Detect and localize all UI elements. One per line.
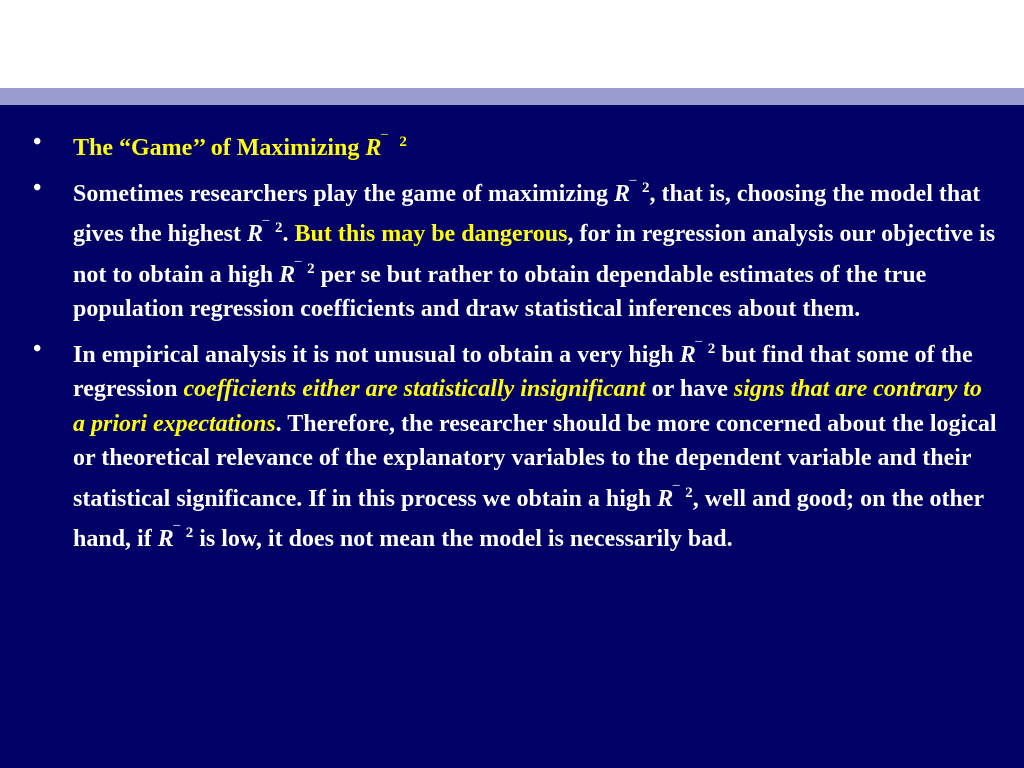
bullet-list (30, 125, 998, 562)
bullet-text: . (282, 221, 295, 247)
highlight-contrary-signs: signs that are contrary to a priori expectations (73, 376, 982, 437)
slide-header-band (0, 0, 1024, 88)
r-bar-squared-symbol: R‾ $^2$ (614, 177, 650, 207)
bullet-text: . Therefore, the researcher should be more concerned about the logical or theoretical relevance of the explanatory variables to the dependent variable and their statistical significance. If in this process we obtain a high (73, 410, 997, 512)
bullet-text: or have (645, 376, 734, 402)
bullet-maximizing-game (30, 171, 998, 327)
r-bar-squared-symbol: R‾ $^2$ (279, 258, 315, 288)
bullet-text: , for in regression analysis our objective is not to obtain a high (73, 221, 996, 288)
bullet-text: but find that some of the regression (73, 341, 973, 402)
r-bar-squared-symbol: R‾ $^2$ (679, 338, 716, 368)
bullet-text: , that is, choosing the model that gives the highest (73, 180, 981, 247)
bullet-icon: • (33, 174, 42, 201)
bullet-empirical-analysis (30, 332, 998, 557)
bullet-text: per se but rather to obtain dependable estimates of the true population regression coefficients and draw statistical inferences about them. (73, 261, 927, 322)
highlight-dangerous: But this may be dangerous (294, 221, 568, 247)
bullet-text: , well and good; on the other hand, if (73, 485, 984, 552)
bullet-heading (30, 125, 998, 166)
header-stripe (0, 88, 1024, 105)
bullet-icon: • (33, 129, 42, 155)
heading-text: The “Game’’ of Maximizing (73, 135, 366, 161)
bullet-text: In empirical analysis it is not unusual to obtain a very high (73, 341, 680, 368)
highlight-insignificant: coefficients either are statistically insignificant (183, 376, 646, 402)
r-bar-squared-symbol: R‾ $^2$ (657, 482, 693, 512)
bullet-text: Sometimes researchers play the game of maximizing (73, 180, 614, 207)
r-bar-squared-symbol: R‾ $^2$ (157, 523, 194, 552)
r-bar-squared-symbol: R‾ $^2$ (365, 132, 407, 161)
r-bar-squared-symbol: R‾ $^2$ (247, 218, 283, 247)
bullet-text: is low, it does not mean the model is necessarily bad. (193, 526, 733, 552)
bullet-icon: • (33, 335, 42, 362)
